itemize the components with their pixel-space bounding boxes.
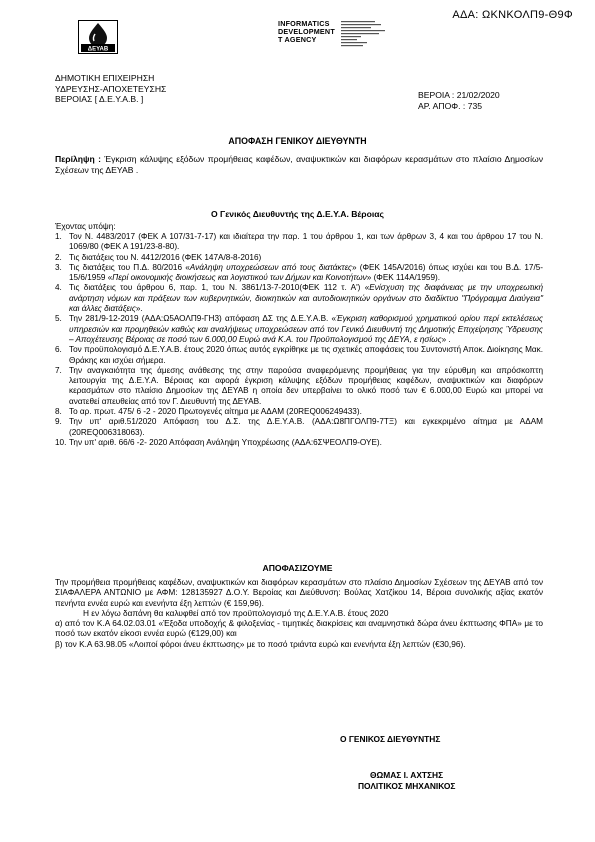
agency-line-1: INFORMATICS bbox=[278, 19, 330, 28]
consideration-item bbox=[55, 232, 543, 253]
agency-fine-print bbox=[341, 20, 393, 51]
document-title: ΑΠΟΦΑΣΗ ΓΕΝΙΚΟΥ ΔΙΕΥΘΥΝΤΗ bbox=[228, 136, 367, 146]
item-text: Τον Ν. 4483/2017 (ΦΕΚ Α 107/31-7-17) και ιδιαίτερα την παρ. 1 του άρθρου 1, και των άρθρων 3, 4 και του άρθρου 17 του Ν. 1069/80 (ΦΕΚ Α 191/23-8-80). bbox=[69, 232, 543, 252]
signatory-role: Ο ΓΕΝΙΚΟΣ ΔΙΕΥΘΥΝΤΗΣ bbox=[340, 734, 441, 744]
decision-number: ΑΡ. ΑΠΟΦ. : 735 bbox=[418, 100, 483, 111]
org-line-3: ΒΕΡΟΙΑΣ [ Δ.Ε.Υ.Α.Β. ] bbox=[55, 94, 144, 105]
item-number: 8. bbox=[55, 407, 62, 417]
item-number: 4. bbox=[55, 283, 62, 293]
subject-label: Περίληψη : bbox=[55, 154, 101, 164]
decision-body bbox=[55, 577, 543, 649]
considerations-list bbox=[55, 232, 543, 448]
item-text: Τις διατάξεις του άρθρου 6, παρ. 1, του Ν. 3861/13-7-2010(ΦΕΚ 112 τ. Α') «Ενίσχυση της διαφάνειας με την υποχρεωτική ανάρτηση νόμων και πράξεων των κυβερνητικών, διοικητικών και αυτοδιοικητικών οργάνων στο διαδίκτυο "Πρόγραμμα Διαύγεια" και άλλες διατάξεις». bbox=[69, 283, 543, 314]
item-text: Την αναγκαιότητα της άμεσης ανάθεσης της στην παρούσα αναφερόμενης προμήθειας για την εύρυθμη και απρόσκοπτη λειτουργία της Δ.Ε.Υ.Α. Βέροιας και αφορά έγκριση κάλυψης εξόδων προμήθειας καφέδων, αναψυκτικών και διαφόρων κερασμάτων στο πλαίσιο Δημοσίων της ΔΕΥΑΒ η οποία δεν υπερβαίνει το ολικό ποσό των € 6.000,00 Ευρώ και μπορεί να ανατεθεί απευθείας από τον Γ. Διευθυντή της ΔΕΥΑΒ. bbox=[69, 365, 543, 406]
item-text: Την υπ' αριθ.51/2020 Απόφαση του Δ.Σ. της Δ.Ε.Υ.Α.Β. (ΑΔΑ:Ω8ΠΓΟΛΠ9-7ΤΞ) και εγκεκριμένο αίτημα με ΑΔΑΜ (20REQ006318063). bbox=[69, 417, 543, 437]
decision-heading: ΑΠΟΦΑΣΙΖΟΥΜΕ bbox=[262, 563, 333, 573]
consideration-item bbox=[55, 263, 543, 284]
subject-summary bbox=[55, 154, 543, 175]
consideration-item bbox=[55, 253, 543, 263]
item-text: Την υπ' αριθ. 66/6 -2- 2020 Απόφαση Ανάληψη Υποχρέωσης (ΑΔΑ:6ΣΨΕΟΛΠ9-ΟΥΕ). bbox=[69, 437, 382, 447]
consideration-item bbox=[55, 283, 543, 314]
signatory-name: ΘΩΜΑΣ Ι. ΑΧΤΣΗΣ bbox=[370, 770, 444, 780]
consideration-item bbox=[55, 438, 543, 448]
signatory-title: ΠΟΛΙΤΙΚΟΣ ΜΗΧΑΝΙΚΟΣ bbox=[358, 781, 456, 791]
item-number: 2. bbox=[55, 252, 62, 262]
consideration-item bbox=[55, 407, 543, 417]
decision-meta bbox=[418, 90, 500, 111]
decision-paragraph: Την προμήθεια προμήθειας καφέδων, αναψυκτικών και διαφόρων κερασμάτων στο πλαίσιο Δημοσίων Σχέσεων της ΔΕΥΑΒ από τον ΣΙΑΦΑΛΕΡΑ ΑΝΤΩΝΙΟ με ΑΦΜ: 128135927 Δ.Ο.Υ. Βεροίας και Διεύθυνση: Βούλας Χατζίκου 14, Βέροια συνολικής αξίας εκατόν πενήντα εννέα ευρώ και ενενήντα έξη λεπτών (€ 159,96). bbox=[55, 577, 543, 608]
consideration-item bbox=[55, 345, 543, 366]
item-text: Τις διατάξεις του Π.Δ. 80/2016 «Ανάληψη υποχρεώσεων από τους διατάκτες» (ΦΕΚ 145Α/2016) όπως ισχύει και του Β.Δ. 17/5-15/6/1959 «Περί οικονομικής διοικήσεως και λογιστικού των Δήμων και Κοινοτήτων» (ΦΕΚ 114Α/1959). bbox=[69, 262, 544, 283]
general-manager-heading: Ο Γενικός Διευθυντής της Δ.Ε.Υ.Α. Βέροιας bbox=[210, 209, 385, 219]
agency-logo-text bbox=[278, 20, 335, 44]
item-text: Την 281/9-12-2019 (ΑΔΑ:Ω5ΑΟΛΠ9-ΓΗ3) απόφαση ΔΣ της Δ.Ε.Υ.Α.Β. «Έγκριση καθορισμού χρηματικού ορίου περί εκτελέσεως υπηρεσιών και προμηθειών καθώς και αναλήψεως υποχρεώσεων από τον Γενικό Διευθυντή της Δημοτικής Επιχείρησης Ύδρευσης – Αποχέτευσης Βέροιας σε ποσό των 6.000,00 Ευρώ ανά Κ.Α. του Προϋπολογισμού της ΔΕΥΑ, ε ησίως» . bbox=[69, 314, 543, 344]
item-text: Τον προϋπολογισμό Δ.Ε.Υ.Α.Β. έτους 2020 όπως αυτός εγκρίθηκε με τις σχετικές αποφάσεις του Συντονιστή Αποκ. Διοίκησης Μακ. Θράκης και ισχύει σήμερα. bbox=[69, 345, 543, 365]
decision-account-b: β) τον Κ.Α 63.98.05 «Λοιποί φόροι άνευ έκπτωσης» με το ποσό τριάντα ευρώ και ενενήντα έξη λεπτών (€30,96). bbox=[55, 638, 466, 649]
consideration-item bbox=[55, 417, 543, 438]
item-number: 6. bbox=[55, 345, 62, 355]
consideration-item bbox=[55, 366, 543, 407]
item-number: 9. bbox=[55, 417, 62, 427]
agency-line-2: DEVELOPMENT bbox=[278, 27, 335, 36]
decision-account-a: α) από τον Κ.Α 64.02.03.01 «Έξοδα υποδοχής & φιλοξενίας - τιμητικές διακρίσεις και αναμνηστικά δώρα άνευ έκπτωσης ΦΠΑ» με το ποσό των εκατόν είκοσι εννέα ευρώ (€129,00) και bbox=[55, 618, 543, 639]
item-text: Τις διατάξεις του Ν. 4412/2016 (ΦΕΚ 147Α/8-8-2016) bbox=[69, 252, 262, 262]
organization-header bbox=[55, 73, 166, 105]
svg-text:ΔΕΥΑΒ: ΔΕΥΑΒ bbox=[87, 46, 109, 53]
org-line-1: ΔΗΜΟΤΙΚΗ ΕΠΙΧΕΙΡΗΣΗ bbox=[55, 73, 155, 83]
decision-funding: Η εν λόγω δαπάνη θα καλυφθεί από τον προϋπολογισμό της Δ.Ε.Υ.Α.Β. έτους 2020 bbox=[83, 607, 389, 618]
item-text: Το αρ. πρωτ. 475/ 6 -2 - 2020 Πρωτογενές αίτημα με ΑΔΑΜ (20REQ006249433). bbox=[69, 407, 362, 417]
item-number: 1. bbox=[55, 232, 62, 241]
item-number: 3. bbox=[55, 262, 62, 272]
item-number: 10. bbox=[55, 437, 67, 447]
consideration-item bbox=[55, 314, 543, 345]
considerations-intro: Έχοντας υπόψη: bbox=[55, 222, 116, 231]
subject-text: Έγκριση κάλυψης εξόδων προμήθειας καφέδων, αναψυκτικών και διαφόρων κερασμάτων στο πλαίσιο Δημοσίων Σχέσεων της ΔΕΥΑΒ . bbox=[55, 154, 543, 175]
agency-line-3: T AGENCY bbox=[278, 35, 317, 44]
ada-code: ΑΔΑ: ΩΚΝΚΟΛΠ9-Θ9Φ bbox=[452, 9, 573, 21]
decision-date: ΒΕΡΟΙΑ : 21/02/2020 bbox=[418, 90, 500, 100]
item-number: 5. bbox=[55, 314, 62, 324]
org-line-2: ΥΔΡΕΥΣΗΣ-ΑΠΟΧΕΤΕΥΣΗΣ bbox=[55, 83, 167, 94]
item-number: 7. bbox=[55, 365, 62, 375]
deyav-logo bbox=[78, 20, 118, 54]
